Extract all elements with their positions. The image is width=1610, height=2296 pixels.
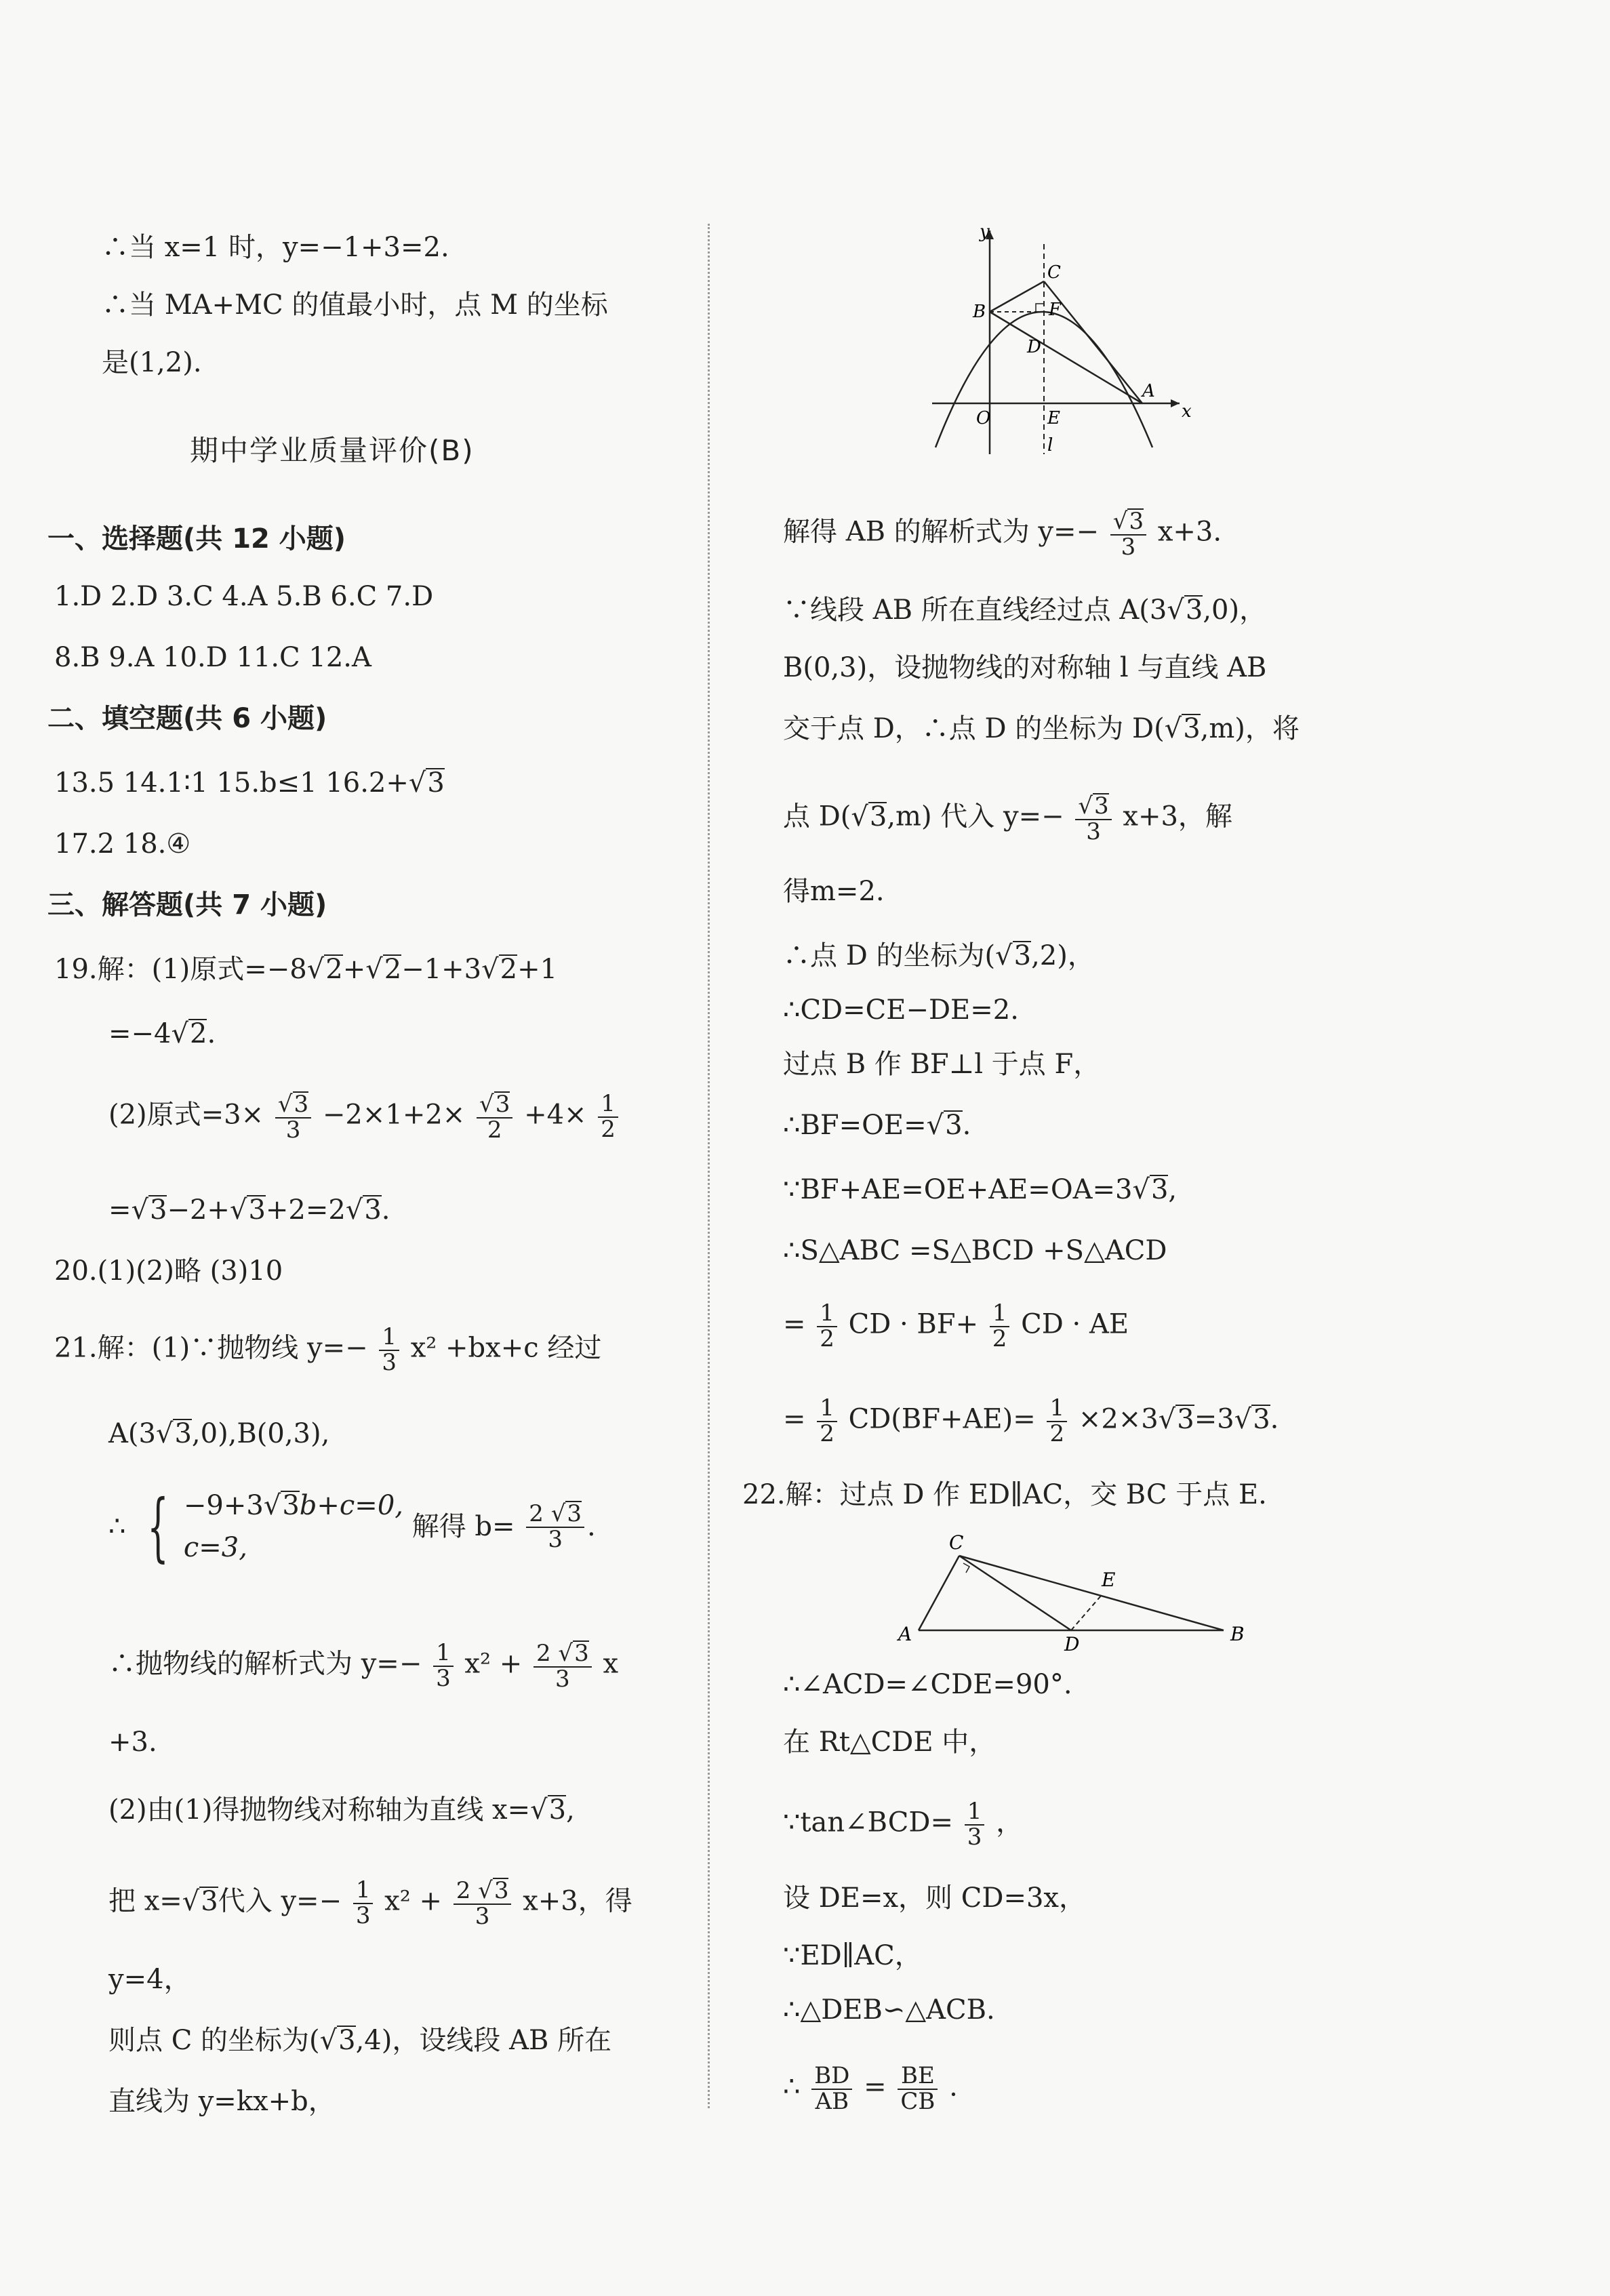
text-line: ∴当 x=1 时，y=−1+3=2. (102, 232, 449, 263)
numerator: 2 (529, 1500, 544, 1528)
text-span: . (587, 1511, 596, 1542)
solution-line: ∴S△ABC =S△BCD +S△ACD (783, 1235, 1167, 1266)
text-span: ， (996, 1807, 1024, 1838)
segment-cb (959, 1556, 1224, 1630)
system-lines (184, 1485, 403, 1569)
radicand: 2 (189, 1018, 207, 1049)
fraction (353, 1878, 374, 1928)
text-span: , (1168, 1174, 1178, 1205)
radicand: 3 (1013, 940, 1032, 971)
solution-line: 过点 B 作 BF⊥l 于点 F， (783, 1049, 1101, 1080)
radicand: 3 (150, 1194, 167, 1226)
denominator: 2 (601, 1115, 616, 1143)
numerator: 1 (965, 1800, 985, 1826)
fig1-label: O (976, 408, 991, 428)
solution-line (783, 712, 1300, 746)
segment-ab (990, 312, 1142, 403)
text-span: = (864, 2071, 887, 2103)
denominator: 3 (555, 1665, 570, 1693)
solution-line (108, 1878, 632, 1929)
radicand: 2 (325, 954, 343, 985)
fraction (898, 2064, 938, 2114)
text-span: ∵tan∠BCD= (783, 1807, 953, 1838)
solution-line (108, 1091, 621, 1142)
fraction (1075, 793, 1111, 844)
text-span: ∴ (108, 1511, 126, 1542)
numerator: 1 (433, 1641, 454, 1667)
denominator: 3 (436, 1664, 451, 1692)
numerator: BE (898, 2064, 938, 2090)
solution-line (783, 1108, 971, 1142)
denominator: 3 (382, 1348, 397, 1376)
numerator: 1 (379, 1325, 399, 1351)
denominator: 3 (548, 1526, 563, 1553)
text-span: 代入 y=− (218, 1885, 342, 1917)
text-span: = (108, 1194, 132, 1226)
text-span: ∴BF=OE= (783, 1110, 927, 1141)
text-span: +2=2 (265, 1194, 346, 1226)
text-span: ∴抛物线的解析式为 y=− (108, 1648, 422, 1680)
fraction (433, 1641, 454, 1691)
denominator: 2 (992, 1325, 1007, 1352)
text-span: x+3. (1157, 516, 1222, 548)
text-span: 点 D( (783, 801, 851, 832)
text-span: x² +bx+c 经过 (410, 1332, 602, 1364)
radicand: 3 (248, 1194, 266, 1226)
solution-line (108, 1417, 329, 1451)
text-span: =3 (1194, 1403, 1234, 1435)
fig2-label: B (1230, 1623, 1245, 1645)
solution-line: 在 Rt△CDE 中， (783, 1727, 997, 1758)
fig1-label: C (1047, 262, 1061, 283)
solution-line: 直线为 y=kx+b， (108, 2086, 336, 2117)
radicand: 3 (495, 1091, 510, 1118)
text-span: +1 (517, 954, 558, 985)
solution-line: ∴CD=CE−DE=2. (783, 994, 1019, 1026)
radicand: 3 (1150, 1174, 1169, 1205)
answer-row: 17.2 18.④ (54, 828, 191, 860)
segment-de (1071, 1595, 1102, 1630)
text-span: 解得 AB 的解析式为 y=− (783, 516, 1100, 548)
text-span: CD · AE (1021, 1308, 1129, 1340)
solution-line (108, 1640, 618, 1691)
denominator: CB (900, 2087, 935, 2115)
solution-line (783, 1396, 1279, 1446)
text-span: = (783, 1403, 806, 1435)
radicand: 2 (500, 954, 518, 985)
fig1-label: x (1182, 401, 1192, 422)
fraction (275, 1091, 311, 1142)
solution-line (783, 2064, 958, 2114)
section-heading: 一、选择题(共 12 小题) (47, 523, 346, 555)
column-divider (708, 224, 710, 2108)
text-span: A(3 (108, 1418, 156, 1449)
text-span: , (566, 1794, 575, 1826)
denominator: 3 (285, 1116, 301, 1144)
radicand: 3 (364, 1194, 382, 1226)
numerator: 1 (598, 1092, 618, 1118)
segment-ac (919, 1556, 959, 1630)
text-span: ,2)， (1031, 940, 1095, 971)
solution-line (783, 793, 1232, 844)
segment-cd (959, 1556, 1071, 1630)
text-span: + (342, 954, 366, 985)
numerator: 2 (536, 1640, 551, 1667)
solution-line (783, 1800, 1023, 1849)
fig1-label: l (1047, 435, 1053, 454)
radicand: 3 (338, 2025, 356, 2056)
radicand: 3 (574, 1640, 589, 1667)
text-span: ∵线段 AB 所在直线经过点 A(3 (783, 595, 1167, 626)
solution-line (108, 1193, 390, 1227)
fraction (477, 1091, 512, 1142)
denominator: 2 (487, 1116, 502, 1144)
fig2-label: D (1064, 1633, 1080, 1655)
text-span: x (603, 1648, 619, 1680)
text-span: (2)由(1)得抛物线对称轴为直线 x= (108, 1794, 531, 1826)
solution-line (108, 1793, 575, 1827)
text-span: ,m)，将 (1200, 713, 1300, 744)
denominator: 2 (820, 1419, 834, 1447)
radicand: 3 (174, 1418, 192, 1449)
fraction (990, 1302, 1010, 1351)
text-span: c=3, (183, 1532, 247, 1563)
fraction (965, 1800, 985, 1849)
fraction (379, 1325, 399, 1375)
fraction (526, 1501, 584, 1552)
denominator: 3 (355, 1901, 371, 1929)
denominator: 2 (820, 1325, 834, 1352)
text-span: −2×1+2× (322, 1099, 466, 1131)
text-span: ,m) 代入 y=− (887, 801, 1064, 832)
text-span: ∴点 D 的坐标为( (783, 940, 996, 971)
solution-line: B(0,3)，设抛物线的对称轴 l 与直线 AB (783, 652, 1267, 683)
denominator: 2 (1049, 1419, 1065, 1447)
text-span: 则点 C 的坐标为( (108, 2025, 320, 2056)
solution-line: +3. (108, 1727, 157, 1758)
numerator: 1 (817, 1396, 837, 1422)
radicand: 2 (384, 954, 402, 985)
solution-line: ∴△DEB∽△ACB. (783, 1994, 995, 2026)
solution-line (54, 1325, 601, 1375)
text-span: +4× (524, 1099, 587, 1131)
numerator: 1 (1047, 1396, 1067, 1422)
radicand: 3 (1129, 508, 1144, 535)
text-span: 19.解：(1)原式=−8 (54, 954, 307, 985)
radicand: 3 (1183, 713, 1201, 744)
text-span: ,0),B(0,3), (191, 1418, 330, 1449)
text-span: 21.解：(1)∵抛物线 y=− (54, 1332, 368, 1364)
radicand: 3 (282, 1490, 300, 1521)
text-span: x² + (464, 1648, 523, 1680)
fraction (817, 1396, 837, 1446)
numerator: 1 (817, 1302, 837, 1327)
fig1-label: A (1142, 381, 1155, 401)
text-span: 把 x= (108, 1885, 182, 1917)
text-span: . (207, 1018, 216, 1049)
left-brace: { (147, 1483, 169, 1570)
solution-line (108, 2023, 611, 2057)
denominator: 3 (967, 1823, 982, 1851)
text-span: CD(BF+AE)= (848, 1403, 1036, 1435)
denominator: AB (815, 2087, 849, 2115)
solution-line: 22.解：过点 D 作 ED∥AC，交 BC 于点 E. (742, 1479, 1267, 1510)
fraction (817, 1302, 837, 1351)
fraction (534, 1640, 592, 1691)
equation-system (108, 1485, 596, 1569)
fig1-label: y (980, 224, 990, 242)
text-span: −9+3 (183, 1490, 264, 1521)
section-title: 期中学业质量评价(B) (190, 434, 475, 467)
text-line: 是(1,2). (102, 347, 202, 378)
text-span: ,4)，设线段 AB 所在 (355, 2025, 612, 2056)
fig1-label: F (1049, 300, 1062, 320)
solution-line: 20.(1)(2)略 (3)10 (54, 1255, 283, 1287)
text-line: ∴当 MA+MC 的值最小时，点 M 的坐标 (102, 289, 608, 321)
text-span: −2+ (167, 1194, 230, 1226)
fraction (454, 1878, 512, 1929)
solution-line: ∵ED∥AC， (783, 1940, 922, 1971)
solution-line (783, 939, 1095, 973)
denominator: 3 (475, 1902, 490, 1930)
section-heading: 二、填空题(共 6 小题) (47, 703, 327, 734)
text-span: ,0)， (1203, 595, 1267, 626)
answer-row: 8.B 9.A 10.D 11.C 12.A (54, 642, 371, 673)
text-span: = (783, 1308, 806, 1340)
fraction (1110, 508, 1146, 559)
triangle-figure (891, 1525, 1271, 1661)
radicand: 3 (1185, 595, 1203, 626)
fraction (1047, 1396, 1067, 1446)
fig2-label: C (949, 1531, 964, 1554)
radicand: 3 (494, 1877, 509, 1904)
radicand: 3 (1253, 1403, 1270, 1435)
radicand: 3 (1177, 1403, 1194, 1435)
fig2-label: A (898, 1623, 912, 1645)
radicand: 3 (945, 1110, 963, 1141)
fraction (598, 1092, 618, 1142)
text-span: x² + (384, 1885, 442, 1917)
solution-line (783, 1173, 1177, 1207)
text-span: . (962, 1110, 971, 1141)
solution-line (783, 508, 1222, 559)
numerator: 1 (990, 1302, 1010, 1327)
fig1-label: B (973, 302, 986, 322)
radicand: 3 (427, 767, 445, 799)
solution-line (108, 1017, 216, 1051)
answer-row (54, 766, 445, 800)
solution-line (783, 593, 1266, 627)
solution-line (54, 952, 557, 986)
denominator: 3 (1086, 818, 1101, 845)
text-span: . (381, 1194, 390, 1226)
radicand: 3 (567, 1500, 582, 1528)
fig2-label: E (1102, 1569, 1116, 1591)
text-span: ∵BF+AE=OE+AE=OA=3 (783, 1174, 1133, 1205)
radicand: 3 (201, 1885, 218, 1917)
numerator: 1 (353, 1878, 374, 1904)
text-span: 交于点 D，∴点 D 的坐标为 D( (783, 713, 1165, 744)
section-heading: 三、解答题(共 7 小题) (47, 889, 327, 921)
text-span: ×2×3 (1078, 1403, 1159, 1435)
text-span: . (1270, 1403, 1279, 1435)
numerator: BD (811, 2064, 852, 2090)
radicand: 3 (869, 801, 887, 832)
denominator: 3 (1121, 533, 1136, 561)
answer-row: 1.D 2.D 3.C 4.A 5.B 6.C 7.D (54, 581, 434, 612)
text-span: (2)原式=3× (108, 1099, 264, 1131)
text-span: . (949, 2071, 958, 2103)
radicand: 3 (294, 1091, 309, 1118)
answer-text: 13.5 14.1∶1 15.b≤1 16.2+ (54, 767, 409, 799)
solution-line: y=4， (108, 1964, 191, 1995)
solution-line: ∴∠ACD=∠CDE=90°. (783, 1669, 1072, 1700)
text-span: =−4 (108, 1018, 172, 1049)
radicand: 3 (1094, 792, 1109, 820)
text-span: 解得 b= (411, 1511, 515, 1542)
solution-line (783, 1302, 1129, 1351)
text-span: x+3，得 (523, 1885, 632, 1917)
fig1-label: E (1047, 408, 1060, 428)
text-span: −1+3 (401, 954, 482, 985)
solution-line: 设 DE=x，则 CD=3x， (783, 1882, 1086, 1914)
text-span: ∴ (783, 2071, 801, 2103)
numerator: 2 (456, 1877, 471, 1904)
radicand: 3 (548, 1794, 567, 1826)
text-span: b+c=0, (299, 1490, 403, 1521)
solution-line: 得m=2. (783, 876, 885, 907)
text-span: CD · BF+ (848, 1308, 979, 1340)
fraction (811, 2064, 852, 2114)
parabola-figure (925, 224, 1196, 454)
fig1-label: D (1027, 337, 1041, 357)
text-span: x+3，解 (1123, 801, 1232, 832)
